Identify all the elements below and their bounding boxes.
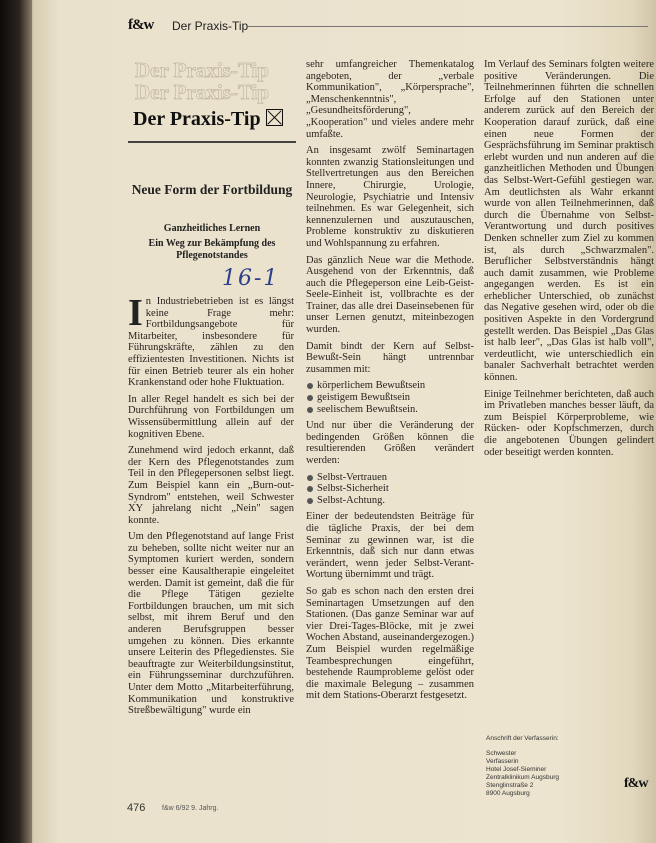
paragraph: So gab es schon nach den ersten drei Seminartagen Umsetzungen auf den Stationen. (Das ganze Seminar war auf vier Drei-Tages-Blöcke, mit je zwei Wochen Abstand, auseinandergezogen.) Zum Beispiel wurden regelmäßige Teambesprechungen eingeführt, bestehende Raumprobleme gelöst oder die maximale Belegung – zusammen mit dem Stations-Oberarzt festgesetzt. [306,585,474,702]
footer-logo: f&w [624,776,648,791]
address-line: Zentralklinikum Augsburg [486,774,559,781]
ghost-title-2: Der Praxis-Tip [135,80,269,104]
paragraph: Einer der bedeutendsten Beiträge für die tägliche Praxis, der bei dem Seminar zu gewinnen war, ist die Erkenntnis, daß sich nur dann etwas verändert, wenn jeder Selbst-Verant-Wortung übernimmt und trägt. [306,511,474,581]
paragraph: Das gänzlich Neue war die Methode. Ausgehend von der Erkenntnis, daß auch die Pflegeperson eine Leib-Geist-Seele-Einheit ist, vollbrachte es der Trainer, das alle drei Daseinsebenen für unser Lernen genutzt, miteinbezogen wurden. [306,254,474,336]
address-line: 8900 Augsburg [486,790,530,797]
page-number: 476 [127,802,146,814]
praxis-tip-title-text: Der Praxis-Tip [133,108,261,130]
paragraph: Einige Teilnehmer berichteten, daß auch im Privatleben manches besser läuft, da zum Beispiel Körperprobleme, wie Rücken- oder Kopfschmerzen, durch die angebotenen Übungen gelindert oder beseitigt werden konnten. [484,388,654,458]
text-column-3 [484,59,654,463]
paragraph: Damit bindt der Kern auf Selbst-Bewußt-Sein hängt untrennbar zusammen mit: [306,340,474,375]
author-address [486,735,596,798]
title-rule [128,141,296,143]
paragraph: In aller Regel handelt es sich bei der Durchführung von Fortbildungen um Wissensübermittlung allein auf der kognitiven Ebene. [128,393,294,440]
address-line: Verfasserin [486,758,519,765]
paragraph: Und nur über die Veränderung der bedingenden Größen können die resultierenden Größen verändert werden: [306,420,474,466]
paragraph-text: n Industriebetrieben ist es längst keine Frage mehr: Fortbildungsangebote für Mitarbeiter, insbesondere für Führungskräfte, zählen zu den effizientesten Investitionen. Nichts ist für einen Betrieb teurer als ein hoher Krankenstand oder hohe Fluktuation. [128,296,294,389]
handwritten-annotation: 16-1 [222,266,280,291]
book-spine-shadow [0,0,32,843]
address-line: Schwester [486,750,517,757]
paragraph: Zunehmend wird jedoch erkannt, daß der Kern des Pflegenotstandes zum Teil in den Pflegepersonen selbst liegt. Zum Beispiel kann ein „Burn-out-Syndrom" entstehen, weil Schwester XY jahrelang nicht „Nein" sagen konnte. [128,445,294,526]
paragraph: Im Verlauf des Seminars folgten weitere positive Veränderungen. Die Teilnehmerinnen führten die schnellen Erfolge auf den Stationen unter anderem zurück auf den Bereich der Kooperation darauf zurück, daß eine einen neue Formen der Gesprächsführung im Seminar praktisch erlebt wurden und nun anderen auf die ganzheitlichen Methoden und Übungen das Selbst-Wert-Gefühl gestiegen war. Am deutlichsten als Wahr erkannt wurde von allen Teilnehmerinnen, daß durch die Übernahme von Selbst-Verantwortung und durch positives Denken schneller zum Ziel zu kommen ist, als durch „Schwarzmalen". Beruflicher Selbstverständnis hängt auch damit zusammen, wie Probleme angegangen werden. Es ist ein erheblicher Unterschied, ob zunächst das Negative gesehen wird, oder ob die positiven Aspekte in den Vordergrund gestellt werden. Das Beispiel „Das Glas ist halb leer", „Das Glas ist halb voll", verdeutlicht, wie unterschiedlich ein banaler Sachverhalt betrachtet werden können. [484,59,654,384]
address-label: Anschrift der Verfasserin: [486,735,559,742]
bullet-item: geistigem Bewußtsein [306,392,474,404]
bullet-item: Selbst-Sicherheit [306,483,474,495]
bullet-list [306,380,474,415]
magazine-logo: f&w [128,17,154,33]
praxis-tip-title [133,108,283,131]
issue-info: f&w 6/92 9. Jahrg. [162,805,219,812]
section-label: Der Praxis-Tip [172,19,249,33]
header-rule [248,26,648,27]
drop-cap: I [128,292,143,334]
bullet-item: körperlichem Bewußtsein [306,380,474,392]
bullet-item: seelischem Bewußtsein. [306,404,474,416]
article-subtitle: Ganzheitliches Lernen [163,223,261,234]
address-line: Hotel Josef-Sieminer [486,766,547,773]
paragraph [128,292,294,389]
paragraph: Um den Pflegenotstand auf lange Frist zu beheben, sollte nicht weiter nur an Symptomen kuriert werden, sondern besser eine Kausaltherapie eingeleitet werden. Damit ist gemeint, daß die für die Pflege Tätigen gezielte Fortbildungen brauchen, um mit sich selbst, mit ihrem Beruf und den anderen Berufsgruppen besser umgehen zu können. Dies erkannte unsere Leiterin des Pflegedienstes. Sie beauftragte zur Weiterbildungsinstitut, ein Führungsseminar durchzuführen. Unter dem Motto „Mitarbeiterführung, Kommunikation und konstruktive Streßbewältigung" wurde ein [128,531,294,717]
paragraph: sehr umfangreicher Themenkatalog angeboten, der „verbale Kommunikation", „Körpersprache", „Menschenkenntnis", „Gesundheitsförderung", „Kooperation" und vieles andere mehr umfaßte. [306,59,474,140]
article-headline: Neue Form der Fortbildung [131,182,293,197]
address-line: Stenglinstraße 2 [486,782,534,789]
page-header [128,17,648,37]
text-column-1 [128,292,294,722]
bullet-list [306,472,474,507]
bullet-item: Selbst-Vertrauen [306,472,474,484]
bullet-item: Selbst-Achtung. [306,495,474,507]
paragraph: An insgesamt zwölf Seminartagen konnten zwanzig Stationsleitungen und Stellvertretungen aus den Bereichen Innere, Chirurgie, Urologie, Neurologie, Psychiatrie und Intensiv teilnehmen. Es war Gelegenheit, sich kennenzulernen und auszutauschen, Probleme konstruktiv zu diskutieren und Wohlspannung zu erfahren. [306,145,474,249]
article-subtitle-2: Ein Weg zur Bekämpfung des Pflegenotstandes [148,238,276,261]
text-column-2 [306,59,474,707]
ghost-title-1: Der Praxis-Tip [135,58,269,82]
crossed-box-icon [266,109,283,126]
